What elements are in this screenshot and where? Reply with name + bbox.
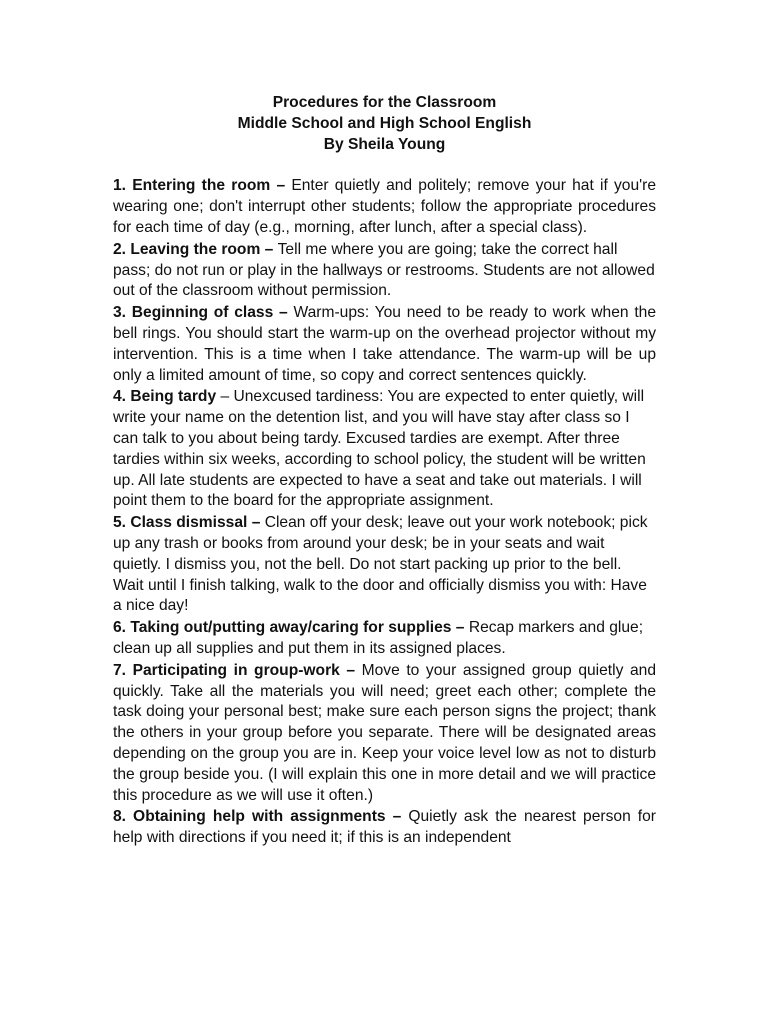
procedure-heading: 6. Taking out/putting away/caring for supplies –: [113, 619, 469, 637]
procedure-heading: 3. Beginning of class –: [113, 304, 294, 322]
procedure-item-1: [113, 176, 656, 238]
procedure-text: Quietly ask the nearest person for help with directions if you need it; if this is an independent: [113, 808, 656, 847]
procedure-text: Recap markers and glue; clean up all supplies and put them in its assigned places.: [113, 619, 644, 657]
procedure-heading: 1. Entering the room –: [113, 177, 292, 195]
procedure-heading: 7. Participating in group-work –: [113, 661, 362, 679]
document-author: By Sheila Young: [323, 135, 446, 153]
procedure-heading: 4. Being tardy: [113, 388, 217, 406]
procedure-heading: 5. Class dismissal –: [113, 514, 265, 532]
procedure-heading: 8. Obtaining help with assignments –: [113, 808, 409, 826]
document-subtitle: Middle School and High School English: [237, 114, 532, 132]
document-header: [113, 93, 656, 155]
procedure-item-4: [113, 387, 656, 512]
procedure-heading: 2. Leaving the room –: [113, 240, 278, 258]
procedure-text: Warm-ups: You need to be ready to work when the bell rings. You should start the warm-up on the overhead projector without my intervention. This is a time when I take attendance. The warm-up will be up only a limited amount of time, so copy and correct sentences quickly.: [113, 304, 656, 384]
document-body: [113, 93, 656, 850]
procedure-text: Enter quietly and politely; remove your hat if you're wearing one; don't interrupt other students; follow the appropriate procedures for each time of day (e.g., morning, after lunch, after a special class).: [113, 177, 656, 236]
procedure-item-8: [113, 807, 656, 849]
procedure-item-6: [113, 618, 656, 660]
procedure-item-2: [113, 240, 656, 302]
procedure-item-5: [113, 513, 656, 617]
procedure-text: Move to your assigned group quietly and quickly. Take all the materials you will need; greet each other; complete the task doing your personal best; make sure each person signs the project; thank the others in your group before you separate. There will be designated areas depending on the group you are in. Keep your voice level low as not to disturb the group beside you. (I will explain this one in more detail and we will practice this procedure as we will use it often.): [113, 661, 656, 804]
procedure-text: Clean off your desk; leave out your work notebook; pick up any trash or books from around your desk; be in your seats and wait quietly. I dismiss you, not the bell. Do not start packing up prior to the bell. Wait until I finish talking, walk to the door and officially dismiss you with: Have a nice day!: [113, 514, 648, 615]
procedure-text: Tell me where you are going; take the correct hall pass; do not run or play in the hallways or restrooms. Students are not allowed out of the classroom without permission.: [113, 240, 655, 300]
document-title: Procedures for the Classroom: [272, 94, 497, 111]
procedure-item-7: [113, 661, 656, 807]
procedure-item-3: [113, 303, 656, 386]
procedure-text: – Unexcused tardiness: You are expected to enter quietly, will write your name on the detention list, and you will have stay after class so I can talk to you about being tardy. Excused tardies are exempt. After three tardies within six weeks, according to school policy, the student will be written up. All late students are expected to have a seat and take out materials. I will point them to the board for the appropriate assignment.: [113, 388, 646, 510]
